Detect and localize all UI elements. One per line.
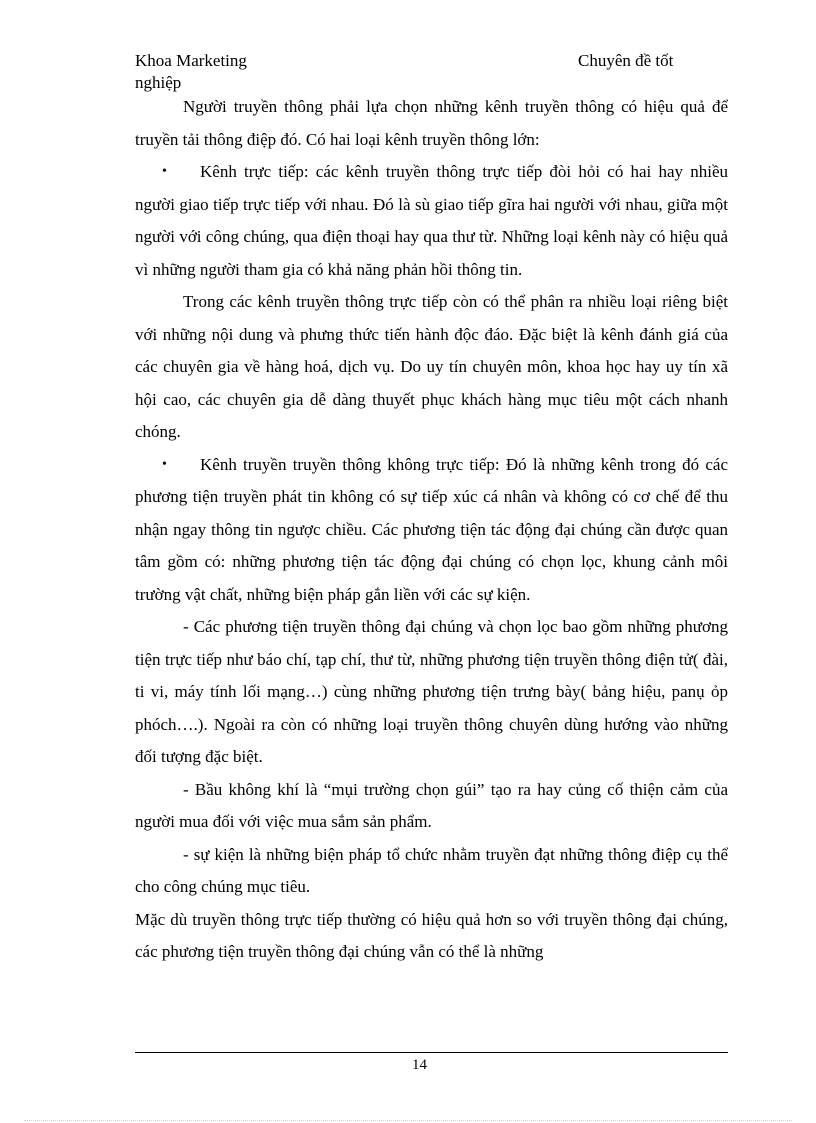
document-body bbox=[135, 91, 728, 969]
paragraph-intro: Người truyền thông phải lựa chọn những kênh truyền thông có hiệu quả để truyền tải thông điệp đó. Có hai loại kênh truyền thông lớn: bbox=[135, 97, 728, 149]
header-department bbox=[135, 50, 435, 94]
footer-divider bbox=[135, 1052, 728, 1053]
paragraph-events: - sự kiện là những biện pháp tổ chức nhằm truyền đạt những thông điệp cụ thể cho công chúng mục tiêu. bbox=[135, 844, 728, 896]
paragraph-direct-detail: Trong các kênh truyền thông trực tiếp còn có thể phân ra nhiều loại riêng biệt với những nội dung và phưng thức tiến hành độc đáo. Đặc biệt là kênh đánh giá của các chuyên gia về hàng hoá, dịch vụ. Do uy tín chuyên môn, khoa học hay uy tín xã hội cao, các chuyên gia dễ dàng thuyết phục khách hàng mục tiêu một cách nhanh chóng. bbox=[135, 292, 728, 441]
bullet-direct-channel bbox=[135, 156, 728, 286]
bullet-indirect-channel-text: Kênh truyền truyền thông không trực tiếp: Đó là những kênh trong đó các phương tiện truyền phát tin không có sự tiếp xúc cá nhân và không có cơ chế để thu nhận ngay thông tin ngược chiều. Các phương tiện tác động đại chúng cần được quan tâm gồm có: những phương tiện tác động đại chúng có chọn lọc, khung cảnh môi trường vật chất, những biện pháp gắn liền với các sự kiện. bbox=[135, 454, 728, 604]
page-number: 14 bbox=[412, 1057, 427, 1073]
paragraph-atmosphere: - Bầu không khí là “mụi trường chọn gúi” tạo ra hay củng cố thiện cảm của người mua đối với việc mua sắm sản phẩm. bbox=[135, 779, 728, 831]
page-edge-divider bbox=[24, 1120, 792, 1121]
bullet-icon: • bbox=[162, 164, 167, 179]
bullet-direct-channel-text: Kênh trực tiếp: các kênh truyền thông trực tiếp đòi hỏi có hai hay nhiều người giao tiếp trực tiếp với nhau. Đó là sù giao tiếp gĩra hai người với nhau, giữa một người với công chúng, qua điện thoại hay qua thư từ. Những loại kênh này có hiệu quả vì những người tham gia có khả năng phản hồi thông tin. bbox=[135, 162, 728, 279]
bullet-indirect-channel bbox=[135, 449, 728, 612]
paragraph-mass-media: - Các phương tiện truyền thông đại chúng và chọn lọc bao gồm những phương tiện trực tiếp như báo chí, tạp chí, thư từ, những phương tiện truyền thông điện tử( đài, ti vi, máy tính lối mạng…) cùng những phương tiện trưng bày( bảng hiệu, panụ ỏp phóch….). Ngoài ra còn có những loại truyền thông chuyên dùng hướng vào những đối tượng đặc biệt. bbox=[135, 617, 728, 766]
header-document-type: Chuyên đề tốt bbox=[578, 51, 674, 70]
header-wrap-line: nghiệp bbox=[135, 73, 182, 92]
header-department-line: Khoa Marketing bbox=[135, 51, 247, 70]
paragraph-conclusion: Mặc dù truyền thông trực tiếp thường có hiệu quả hơn so với truyền thông đại chúng, các phương tiện truyền thông đại chúng vẫn có thể là những bbox=[135, 909, 728, 961]
bullet-icon: • bbox=[162, 456, 167, 472]
